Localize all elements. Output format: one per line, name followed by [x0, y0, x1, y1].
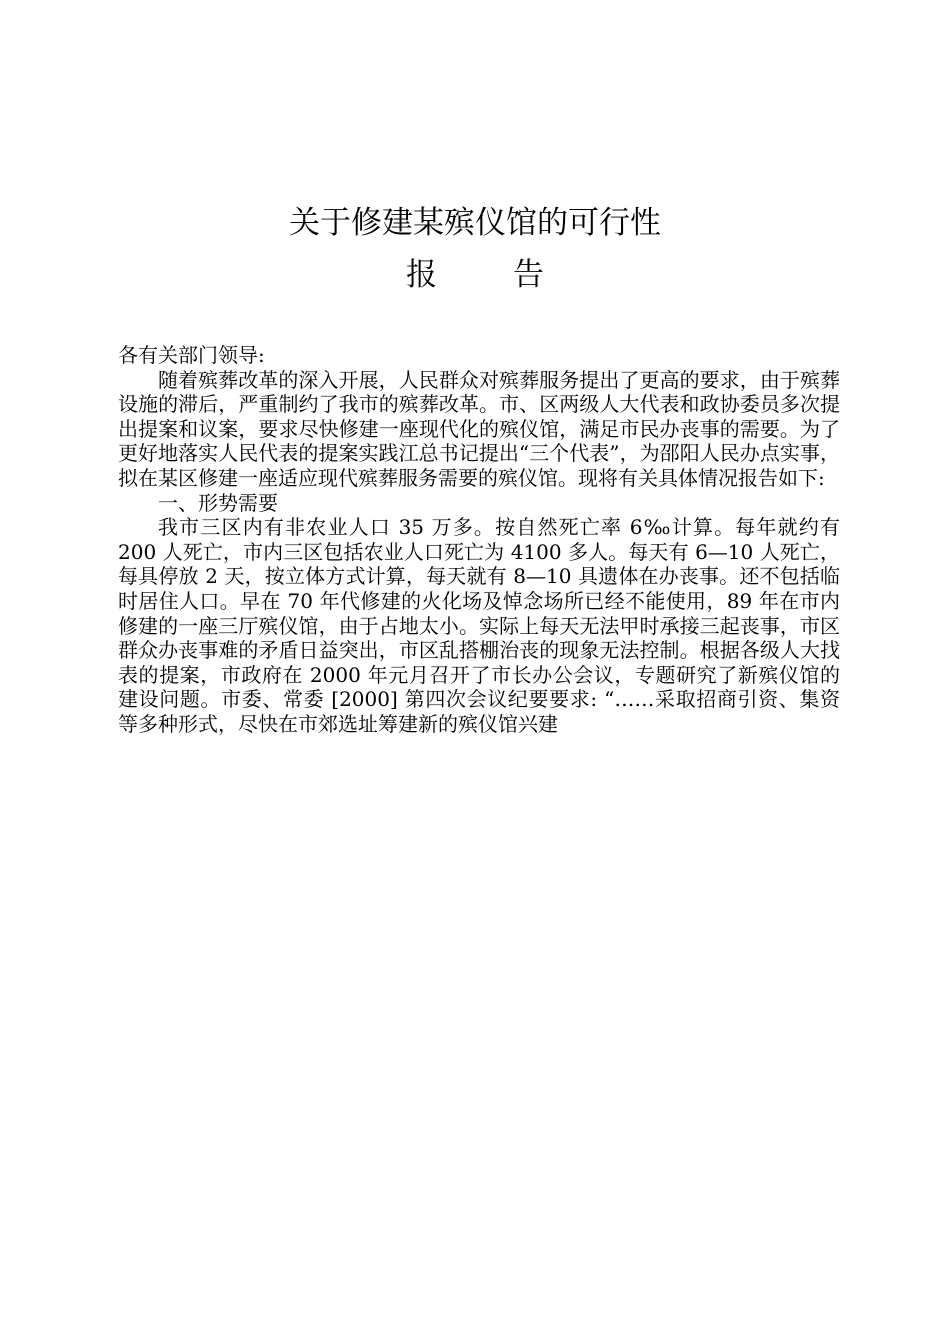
title-char-bao: 报 — [406, 257, 437, 293]
title-char-gao: 告 — [513, 257, 544, 293]
document-title-line2 — [0, 255, 950, 295]
paragraph-intro: 随着殡葬改革的深入开展，人民群众对殡葬服务提出了更高的要求，由于殡葬设施的滞后，严重制约了我市的殡葬改革。市、区两级人大代表和政协委员多次提出提案和议案，要求尽快修建一座现代化的殡仪馆，满足市民办丧事的需要。为了更好地落实人民代表的提案实践江总书记提出“三个代表”，为邵阳人民办点实事，拟在某区修建一座适应现代殡葬服务需要的殡仪馆。现将有关具体情况报告如下: — [118, 367, 840, 490]
document-title: 关于修建某殡仪馆的可行性 — [289, 205, 661, 241]
salutation: 各有关部门领导: — [118, 343, 265, 367]
document-body — [118, 343, 840, 737]
paragraph-situation: 我市三区内有非农业人口 35 万多。按自然死亡率 6‰计算。每年就约有 200 人死亡，市内三区包括农业人口死亡为 4100 多人。每天有 6—10 人死亡，每具停放 2 天，按立体方式计算，每天就有 8—10 具遗体在办丧事。还不包括临时居住人口。早在 70 年代修建的火化场及悼念场所已经不能使用，89 年在市内修建的一座三厅殡仪馆，由于占地太小。实际上每天无法甲时承接三起丧事，市区群众办丧事难的矛盾日益突出，市区乱搭棚治丧的现象无法控制。根据各级人大找表的提案，市政府在 2000 年元月召开了市长办公会议，专题研究了新殡仪馆的建设问题。市委、常委 [2000] 第四次会议纪要要求: “……采取招商引资、集资等多种形式，尽快在市郊选址筹建新的殡仪馆兴建 — [118, 515, 840, 736]
section-heading: 一、形势需要 — [158, 490, 278, 515]
